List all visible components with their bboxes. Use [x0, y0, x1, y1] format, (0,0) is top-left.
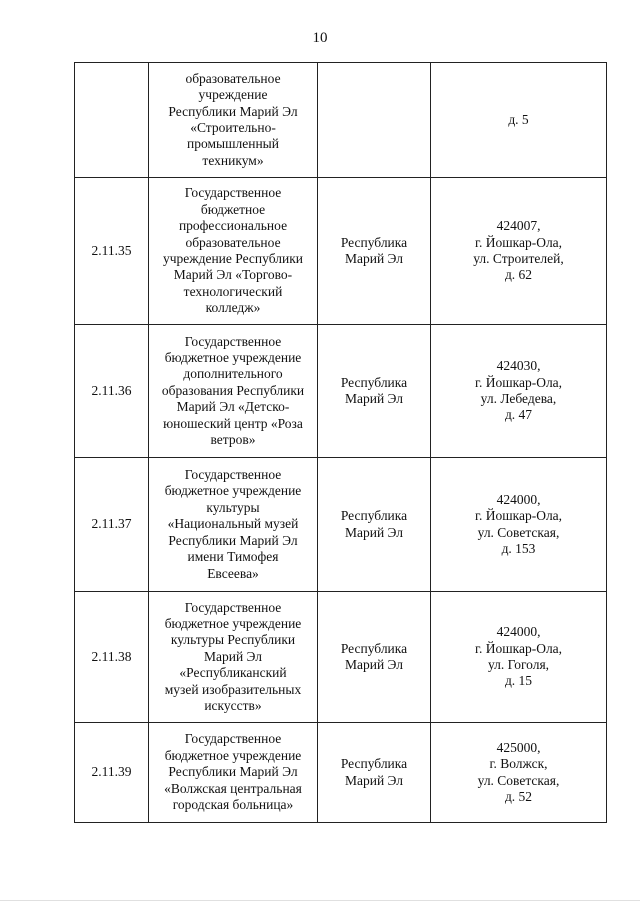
- table-row: [75, 592, 607, 723]
- row-number-cell: [75, 458, 149, 592]
- address-cell: [431, 325, 607, 458]
- region: Республика Марий Эл: [340, 374, 408, 406]
- address: 425000, г. Волжск, ул. Советская, д. 52: [477, 739, 560, 804]
- institution-name-cell: [149, 458, 318, 592]
- row-number-cell: [75, 325, 149, 458]
- institution-name: Государственное бюджетное профессиональное образовательное учреждение Республики Марий Эл «Торгово- технологический колледж»: [162, 185, 303, 316]
- institution-name-cell: [149, 325, 318, 458]
- institution-name: образовательное учреждение Республики Марий Эл «Строительно- промышленный техникум»: [168, 70, 298, 168]
- address-cell: [431, 723, 607, 823]
- address-cell: [431, 178, 607, 325]
- address: 424000, г. Йошкар-Ола, ул. Гоголя, д. 15: [474, 624, 563, 689]
- institution-name: Государственное бюджетное учреждение культуры «Национальный музей Республики Марий Эл имени Тимофея Евсеева»: [164, 467, 302, 581]
- address: 424007, г. Йошкар-Ола, ул. Строителей, д. 62: [473, 218, 564, 283]
- address-cell: [431, 592, 607, 723]
- page-number: 10: [312, 30, 328, 46]
- table-row: [75, 178, 607, 325]
- region: Республика Марий Эл: [340, 234, 408, 266]
- address: 424000, г. Йошкар-Ола, ул. Советская, д. 153: [474, 491, 563, 556]
- institution-name: Государственное бюджетное учреждение культуры Республики Марий Эл «Республиканский музей изобразительных искусств»: [164, 599, 302, 714]
- region-cell: [318, 178, 431, 325]
- region: Республика Марий Эл: [340, 508, 408, 540]
- region-cell: [318, 723, 431, 823]
- institution-name: Государственное бюджетное учреждение дополнительного образования Республики Марий Эл «Детско- юношеский центр «Роза ветров»: [161, 333, 305, 448]
- address-cell: [431, 63, 607, 178]
- row-number-cell: [75, 592, 149, 723]
- institution-name-cell: [149, 723, 318, 823]
- region-cell: [318, 63, 431, 178]
- table-row: [75, 458, 607, 592]
- scan-edge-divider: [0, 900, 640, 901]
- institution-name-cell: [149, 592, 318, 723]
- region-cell: [318, 325, 431, 458]
- institution-name-cell: [149, 178, 318, 325]
- address: д. 5: [508, 111, 529, 127]
- region: Республика Марий Эл: [340, 640, 408, 672]
- address-cell: [431, 458, 607, 592]
- row-number: 2.11.36: [91, 382, 132, 398]
- row-number-cell: [75, 178, 149, 325]
- region-cell: [318, 458, 431, 592]
- row-number: 2.11.39: [91, 764, 132, 780]
- region-cell: [318, 592, 431, 723]
- region: Республика Марий Эл: [340, 756, 408, 788]
- row-number: 2.11.37: [91, 516, 132, 532]
- address: 424030, г. Йошкар-Ола, ул. Лебедева, д. 47: [474, 358, 563, 423]
- institutions-table: [74, 62, 607, 823]
- institution-name: Государственное бюджетное учреждение Республики Марий Эл «Волжская центральная городская больница»: [164, 731, 302, 813]
- row-number: 2.11.38: [91, 648, 132, 664]
- table-row-continuation: [75, 63, 607, 178]
- table-row: [75, 325, 607, 458]
- table-row: [75, 723, 607, 823]
- row-number: 2.11.35: [91, 242, 132, 258]
- row-number-cell: [75, 63, 149, 178]
- row-number-cell: [75, 723, 149, 823]
- institution-name-cell: [149, 63, 318, 178]
